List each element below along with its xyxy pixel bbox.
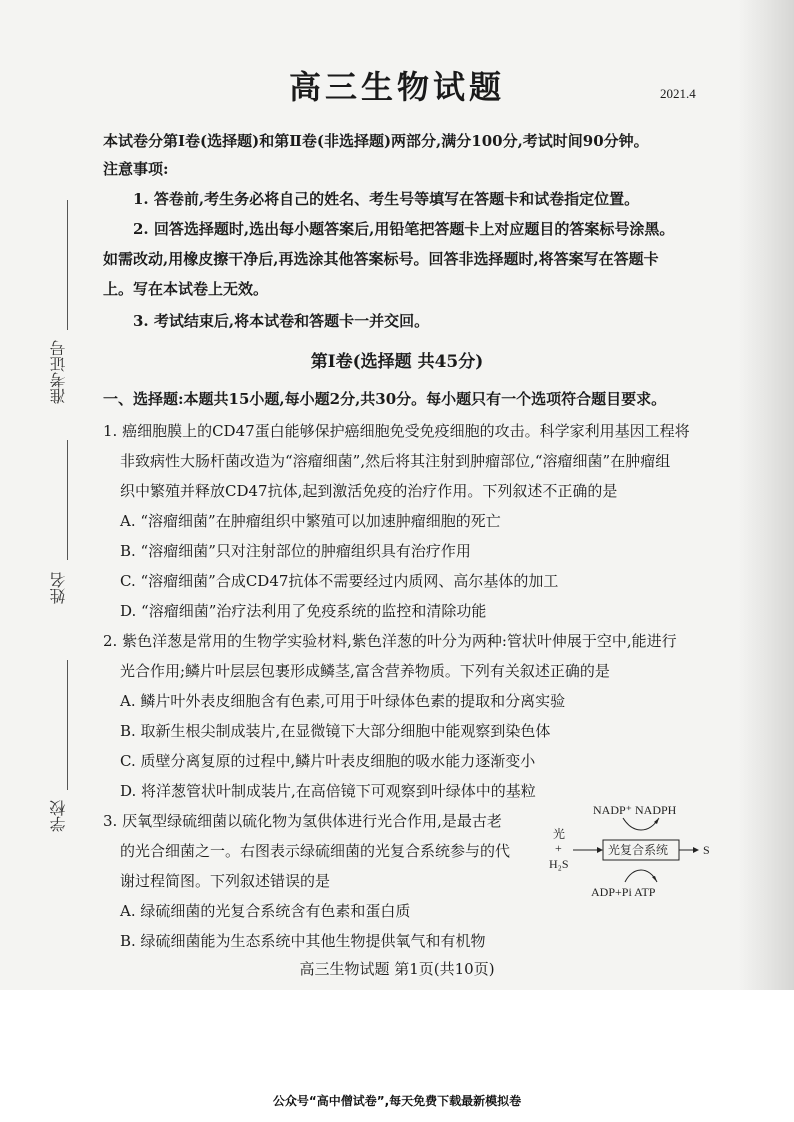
diagram-bottom-label: ADP+Pi ATP [591,885,656,899]
question-2-line: 光合作用;鳞片叶层层包裹形成鳞茎,富含营养物质。下列有关叙述正确的是 [120,662,610,680]
notice-item: 2. 回答选择题时,选出每小题答案后,用铅笔把答题卡上对应题目的答案标号涂黑。 [133,220,675,238]
question-2-option-b: B. 取新生根尖制成装片,在显微镜下大部分细胞中能观察到染色体 [120,722,551,740]
diagram-bottom-arc [625,870,657,882]
diagram-top-arc [623,818,659,830]
notice-item: 1. 答卷前,考生务必将自己的姓名、考生号等填写在答题卡和试卷指定位置。 [133,190,640,208]
question-2-option-d: D. 将洋葱管状叶制成装片,在高倍镜下可观察到叶绿体中的基粒 [120,782,536,800]
question-3-option-a: A. 绿硫细菌的光复合系统含有色素和蛋白质 [120,902,411,920]
question-1-line: 1. 癌细胞膜上的CD47蛋白能够保护癌细胞免受免疫细胞的攻击。科学家利用基因工程将 [103,422,690,440]
diagram-bottom-arrowhead [652,876,657,882]
diagram-input-arrowhead [597,847,603,853]
question-1-option-a: A. “溶瘤细菌”在肿瘤组织中繁殖可以加速肿瘤细胞的死亡 [120,512,501,530]
question-1-line: 织中繁殖并释放CD47抗体,起到激活免疫的治疗作用。下列叙述不正确的是 [120,482,618,500]
question-3-option-b: B. 绿硫细菌能为生态系统中其他生物提供氧气和有机物 [120,932,486,950]
exam-number-line [67,200,68,330]
question-1-option-c: C. “溶瘤细菌”合成CD47抗体不需要经过内质网、高尔基体的加工 [120,572,559,590]
section-title: 第Ⅰ卷(选择题 共45分) [310,352,484,372]
intro-text: 本试卷分第Ⅰ卷(选择题)和第Ⅱ卷(非选择题)两部分,满分100分,考试时间90分钟。 [103,132,649,150]
diagram-s-label: S [703,843,710,857]
diagram-box-label: 光复合系统 [608,843,669,857]
question-3-line: 3. 厌氧型绿硫细菌以硫化物为氢供体进行光合作用,是最古老 [103,812,502,830]
question-2-option-a: A. 鳞片叶外表皮细胞含有色素,可用于叶绿体色素的提取和分离实验 [120,692,566,710]
diagram-light-label: 光 [553,827,566,841]
diagram-output-arrowhead [693,847,699,853]
name-line [67,440,68,560]
page-footer: 高三生物试题 第1页(共10页) [299,960,495,978]
exam-date: 2021.4 [660,86,696,101]
photosystem-diagram [545,800,725,900]
notice-item: 3. 考试结束后,将本试卷和答题卡一并交回。 [133,312,430,330]
question-1-line: 非致病性大肠杆菌改造为“溶瘤细菌”,然后将其注射到肿瘤部位,“溶瘤细菌”在肿瘤组 [120,452,671,470]
notice-title: 注意事项: [103,160,169,178]
diagram-plus-label: + [555,841,562,855]
part-one-heading: 一、选择题:本题共15小题,每小题2分,共30分。每小题只有一个选项符合题目要求。 [103,390,667,408]
exam-number-label: 准考证号 [49,340,68,404]
diagram-top-label: NADP⁺ NADPH [593,803,677,817]
school-label: 学校 [49,800,68,832]
name-label: 姓名 [49,572,68,604]
question-2-line: 2. 紫色洋葱是常用的生物学实验材料,紫色洋葱的叶分为两种:管状叶伸展于空中,能进行 [103,632,677,650]
diagram-h2s-label: H₂S [549,857,569,871]
notice-item: 上。写在本试卷上无效。 [103,280,269,298]
page-title: 高三生物试题 [288,68,505,106]
bottom-note: 公众号“高中僧试卷”,每天免费下载最新模拟卷 [272,1094,522,1108]
notice-item: 如需改动,用橡皮擦干净后,再选涂其他答案标号。回答非选择题时,将答案写在答题卡 [103,250,659,268]
question-1-option-d: D. “溶瘤细菌”治疗法利用了免疫系统的监控和清除功能 [120,602,487,620]
question-2-option-c: C. 质壁分离复原的过程中,鳞片叶表皮细胞的吸水能力逐渐变小 [120,752,536,770]
school-line [67,660,68,790]
scan-edge-shadow [738,0,794,990]
question-1-option-b: B. “溶瘤细菌”只对注射部位的肿瘤组织具有治疗作用 [120,542,471,560]
question-3-line: 的光合细菌之一。右图表示绿硫细菌的光复合系统参与的代 [120,842,511,860]
question-3-line: 谢过程简图。下列叙述错误的是 [120,872,331,890]
